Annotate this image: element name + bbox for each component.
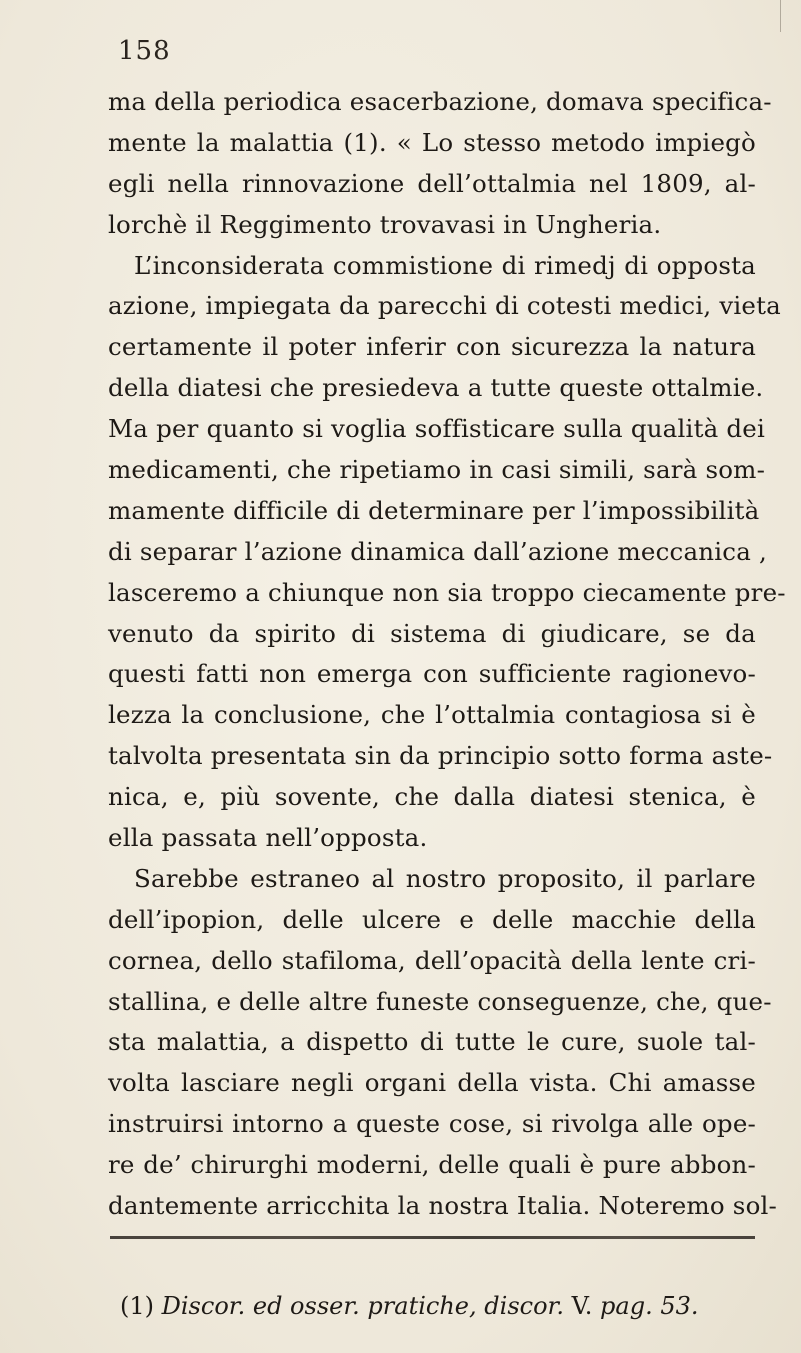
- footnote-page-ref: pag. 53.: [600, 1292, 699, 1320]
- text-line: Ma per quanto si voglia soffisticare sulla qualità dei: [108, 414, 766, 444]
- page-number: 158: [118, 36, 171, 66]
- text-line: lasceremo a chiunque non sia troppo ciecamente pre-: [108, 577, 786, 607]
- text-line: ella passata nell’opposta.: [108, 823, 428, 853]
- text-line: volta lasciare negli organi della vista. Chi amasse: [108, 1068, 756, 1098]
- text-line: venuto da spirito di sistema di giudicare, se da: [108, 618, 756, 648]
- footnote-separator-rule: [110, 1236, 755, 1239]
- footnote-volume: V.: [571, 1292, 593, 1320]
- text-line: instruirsi intorno a queste cose, si rivolga alle ope-: [108, 1109, 756, 1139]
- paper-edge-mark: [780, 0, 781, 32]
- text-line: di separar l’azione dinamica dall’azione meccanica ,: [108, 536, 767, 566]
- footnote-discourse: discor.: [484, 1292, 564, 1320]
- footnote-mark: (1): [120, 1292, 154, 1320]
- text-line: L’inconsiderata commistione di rimedj di opposta: [134, 250, 756, 280]
- text-line: azione, impiegata da parecchi di cotesti medici, vieta: [108, 291, 781, 321]
- footnote-title: Discor. ed osser. pratiche,: [161, 1292, 477, 1320]
- text-line: lezza la conclusione, che l’ottalmia contagiosa si è: [108, 700, 756, 730]
- text-line: mente la malattia (1). « Lo stesso metodo impiegò: [108, 127, 756, 157]
- text-line: stallina, e delle altre funeste conseguenze, che, que-: [108, 986, 772, 1016]
- text-line: Sarebbe estraneo al nostro proposito, il parlare: [134, 863, 756, 893]
- text-line: re de’ chirurghi moderni, delle quali è pure abbon-: [108, 1150, 756, 1180]
- text-line: mamente difficile di determinare per l’impossibilità: [108, 495, 760, 525]
- body-text: [108, 82, 786, 1227]
- text-line: nica, e, più sovente, che dalla diatesi stenica, è: [108, 782, 756, 812]
- text-line: dell’ipopion, delle ulcere e delle macchie della: [108, 904, 756, 934]
- text-line: talvolta presentata sin da principio sotto forma aste-: [108, 741, 773, 771]
- text-line: lorchè il Reggimento trovavasi in Ungheria.: [108, 209, 662, 239]
- text-line: medicamenti, che ripetiamo in casi simili, sarà som-: [108, 455, 766, 485]
- text-line: della diatesi che presiedeva a tutte queste ottalmie.: [108, 373, 764, 403]
- text-line: cornea, dello stafiloma, dell’opacità della lente cri-: [108, 945, 756, 975]
- text-line: certamente il poter inferir con sicurezza la natura: [108, 332, 756, 362]
- text-line: ma della periodica esacerbazione, domava specifica-: [108, 87, 772, 116]
- text-line: egli nella rinnovazione dell’ottalmia nel 1809, al-: [108, 168, 756, 198]
- text-line: dantemente arricchita la nostra Italia. Noteremo sol-: [108, 1191, 778, 1221]
- footnote: [120, 1292, 699, 1320]
- text-line: sta malattia, a dispetto di tutte le cure, suole tal-: [108, 1027, 756, 1057]
- text-line: questi fatti non emerga con sufficiente ragionevo-: [108, 659, 756, 689]
